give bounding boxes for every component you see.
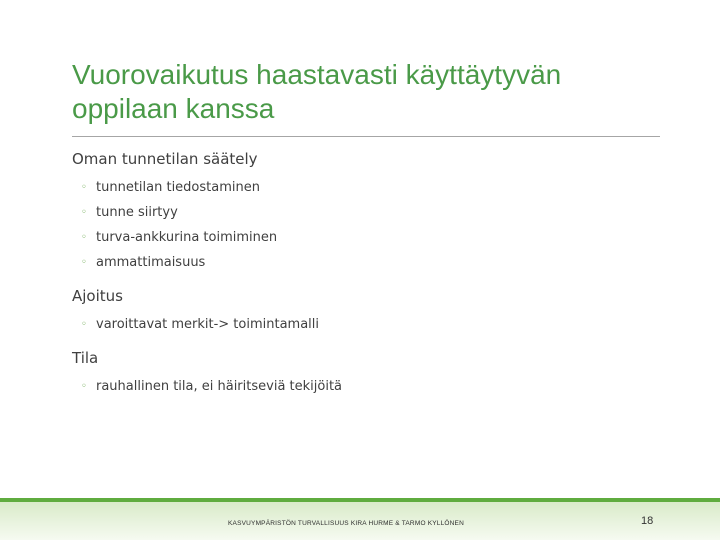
list-item: ◦ turva-ankkurina toimiminen bbox=[72, 225, 660, 250]
footer-text: KASVUYMPÄRISTÖN TURVALLISUUS KIRA HURME & TARMO KYLLÖNEN bbox=[228, 520, 464, 527]
slide-title-line-2: oppilaan kanssa bbox=[72, 93, 275, 124]
bullet-list bbox=[72, 312, 660, 337]
section-heading: Tila bbox=[72, 349, 99, 367]
bullet-list bbox=[72, 175, 660, 275]
slide-title-line-1: Vuorovaikutus haastavasti käyttäytyvän bbox=[72, 59, 562, 90]
bullet-icon: ◦ bbox=[81, 232, 87, 243]
list-item: ◦ varoittavat merkit-> toimintamalli bbox=[72, 312, 660, 337]
list-item: ◦ tunne siirtyy bbox=[72, 200, 660, 225]
section-heading: Ajoitus bbox=[72, 287, 123, 305]
bullet-icon: ◦ bbox=[81, 319, 87, 330]
list-item: ◦ ammattimaisuus bbox=[72, 250, 660, 275]
section-heading: Oman tunnetilan säätely bbox=[72, 150, 258, 168]
title-divider bbox=[72, 136, 660, 137]
bullet-icon: ◦ bbox=[81, 207, 87, 218]
list-item: ◦ tunnetilan tiedostaminen bbox=[72, 175, 660, 200]
bullet-list bbox=[72, 374, 660, 399]
section-space bbox=[72, 349, 660, 399]
bullet-icon: ◦ bbox=[81, 182, 87, 193]
section-timing bbox=[72, 287, 660, 337]
slide-title bbox=[72, 58, 672, 126]
section-emotion-regulation bbox=[72, 150, 660, 275]
slide-body bbox=[72, 150, 660, 411]
list-item: ◦ rauhallinen tila, ei häiritseviä tekijöitä bbox=[72, 374, 660, 399]
bullet-icon: ◦ bbox=[81, 257, 87, 268]
bullet-icon: ◦ bbox=[81, 381, 87, 392]
slide-number: 18 bbox=[641, 515, 654, 527]
